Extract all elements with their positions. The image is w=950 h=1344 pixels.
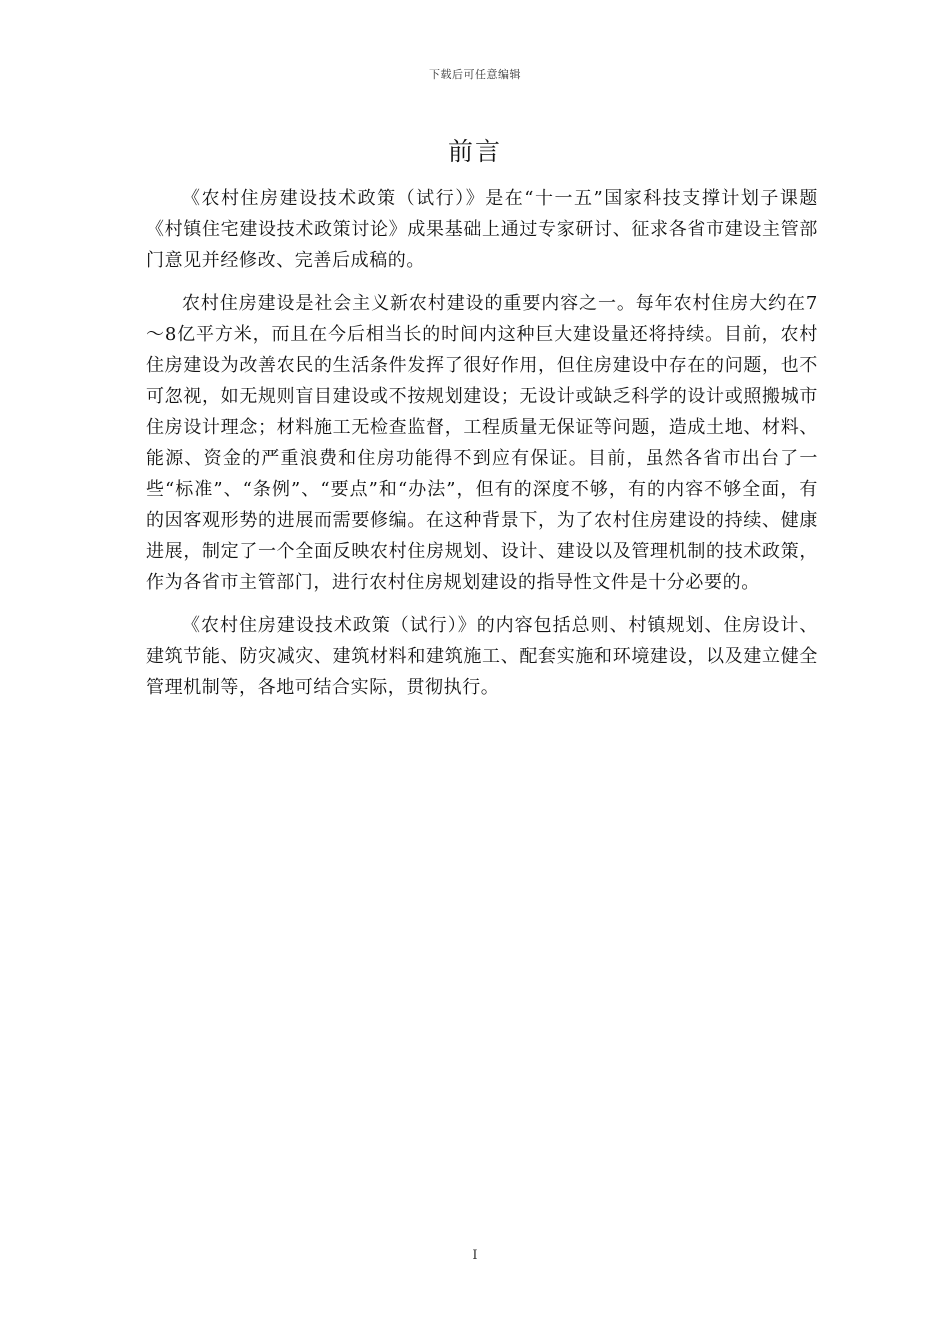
paragraph-background: 农村住房建设是社会主义新农村建设的重要内容之一。每年农村住房大约在7～8亿平方米，而且在今后相当长的时间内这种巨大建设量还将持续。目前，农村住房建设为改善农民的生活条件发挥了很好作用，但住房建设中存在的问题，也不可忽视，如无规则盲目建设或不按规划建设；无设计或缺乏科学的设计或照搬城市住房设计理念；材料施工无检查监督，工程质量无保证等问题，造成土地、材料、能源、资金的严重浪费和住房功能得不到应有保证。目前，虽然各省市出台了一些“标准”、“条例”、“要点”和“办法”，但有的深度不够，有的内容不够全面，有的因客观形势的进展而需要修编。在这种背景下，为了农村住房建设的持续、健康进展，制定了一个全面反映农村住房规划、设计、建设以及管理机制的技术政策，作为各省市主管部门，进行农村住房规划建设的指导性文件是十分必要的。 [146, 293, 818, 593]
paragraph-intro: 《农村住房建设技术政策（试行）》是在“十一五”国家科技支撑计划子课题《村镇住宅建设技术政策讨论》成果基础上通过专家研讨、征求各省市建设主管部门意见并经修改、完善后成稿的。 [146, 188, 818, 271]
page-number: I [472, 1248, 478, 1263]
header-note: 下载后可任意编辑 [429, 68, 521, 81]
body-text [146, 183, 818, 703]
page-title: 前言 [447, 137, 502, 166]
paragraph-contents: 《农村住房建设技术政策（试行）》的内容包括总则、村镇规划、住房设计、建筑节能、防灾减灾、建筑材料和建筑施工、配套实施和环境建设，以及建立健全管理机制等，各地可结合实际，贯彻执行。 [146, 615, 818, 698]
